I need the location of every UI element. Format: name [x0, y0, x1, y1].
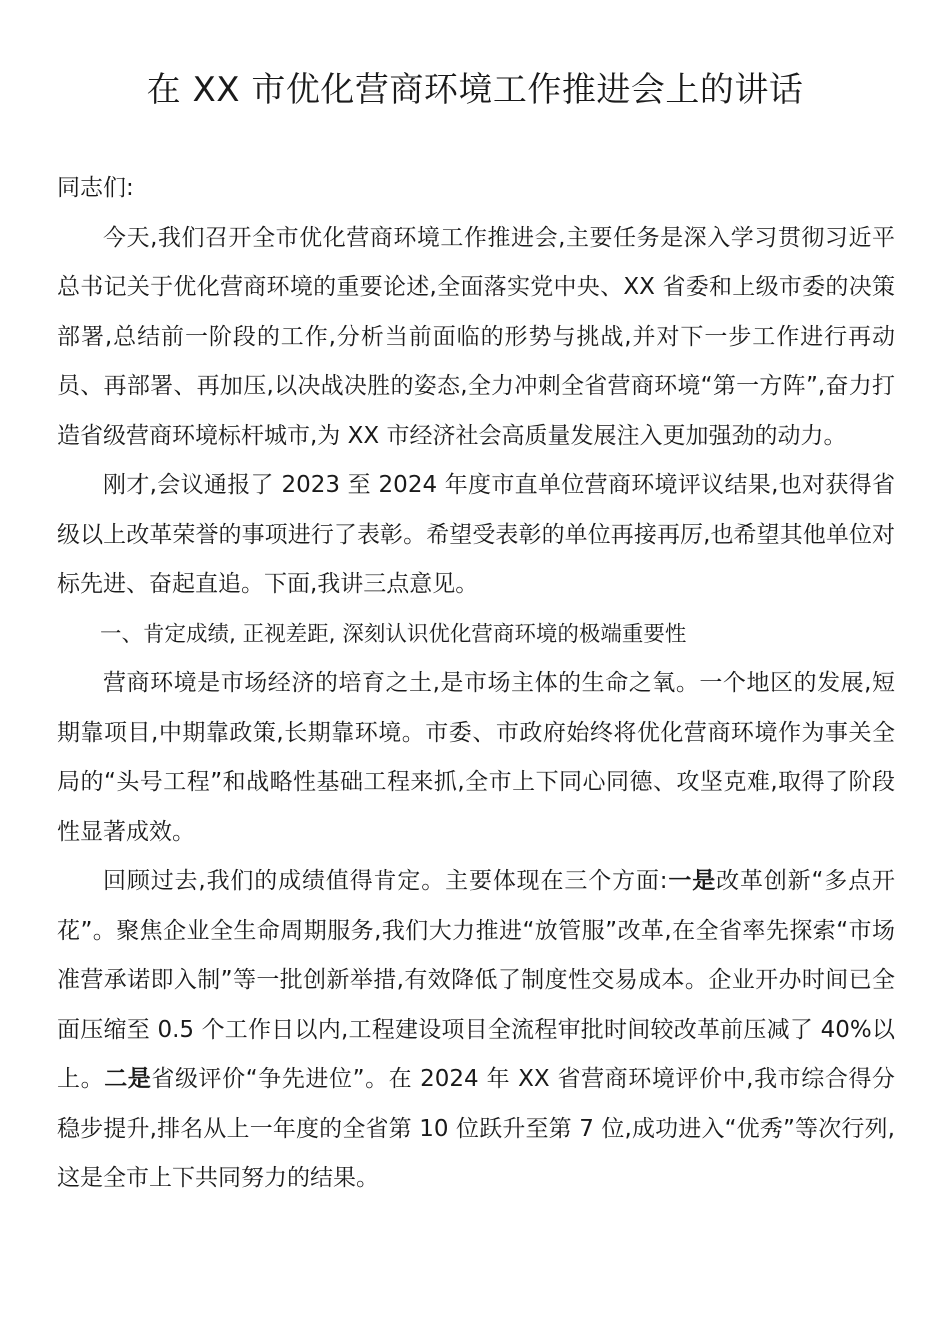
- achievements-intro: 回顾过去,我们的成绩值得肯定。主要体现在三个方面:: [103, 868, 668, 894]
- paragraph-opening: 今天,我们召开全市优化营商环境工作推进会,主要任务是深入学习贯彻习近平总书记关于优化营商环境的重要论述,全面落实党中央、XX 省委和上级市委的决策部署,总结前一阶段的工作,分析当前面临的形势与挑战,并对下一步工作进行再动员、再部署、再加压,以决战决胜的姿态,全力冲刺全省营商环境“第一方阵”,奋力打造省级营商环境标杆城市,为 XX 市经济社会高质量发展注入更加强劲的动力。: [57, 224, 895, 449]
- page-title: 在 XX 市优化营商环境工作推进会上的讲话: [146, 70, 804, 110]
- achievement-reform: 改革创新“多点开花”。聚焦企业全生命周期服务,我们大力推进“放管服”改革,在全省率先探索“市场准营承诺即入制”等一批创新举措,有效降低了制度性交易成本。企业开办时间已全面压缩至 0.5 个工作日以内,工程建设项目全流程审批时间较改革前压减了 40%以上。: [57, 868, 895, 1092]
- paragraph-achievements: [57, 857, 895, 1204]
- lead-first: 一是: [667, 868, 717, 894]
- salutation: 同志们:: [57, 175, 134, 201]
- paragraph-meeting-summary: 刚才,会议通报了 2023 至 2024 年度市直单位营商环境评议结果,也对获得省级以上改革荣誉的事项进行了表彰。希望受表彰的单位再接再厉,也希望其他单位对标先进、奋起直追。下面,我讲三点意见。: [57, 472, 895, 597]
- document-body: [57, 164, 895, 1204]
- achievement-ranking: 省级评价“争先进位”。在 2024 年 XX 省营商环境评价中,我市综合得分稳步提升,排名从上一年度的全省第 10 位跃升至第 7 位,成功进入“优秀”等次行列,这是全市上下共同努力的结果。: [57, 1066, 896, 1191]
- section-heading-1: 一、肯定成绩, 正视差距, 深刻认识优化营商环境的极端重要性: [100, 621, 687, 647]
- paragraph-business-environment: 营商环境是市场经济的培育之土,是市场主体的生命之氧。一个地区的发展,短期靠项目,中期靠政策,长期靠环境。市委、市政府始终将优化营商环境作为事关全局的“头号工程”和战略性基础工程来抓,全市上下同心同德、攻坚克难,取得了阶段性显著成效。: [57, 670, 895, 845]
- lead-second: 二是: [104, 1066, 152, 1092]
